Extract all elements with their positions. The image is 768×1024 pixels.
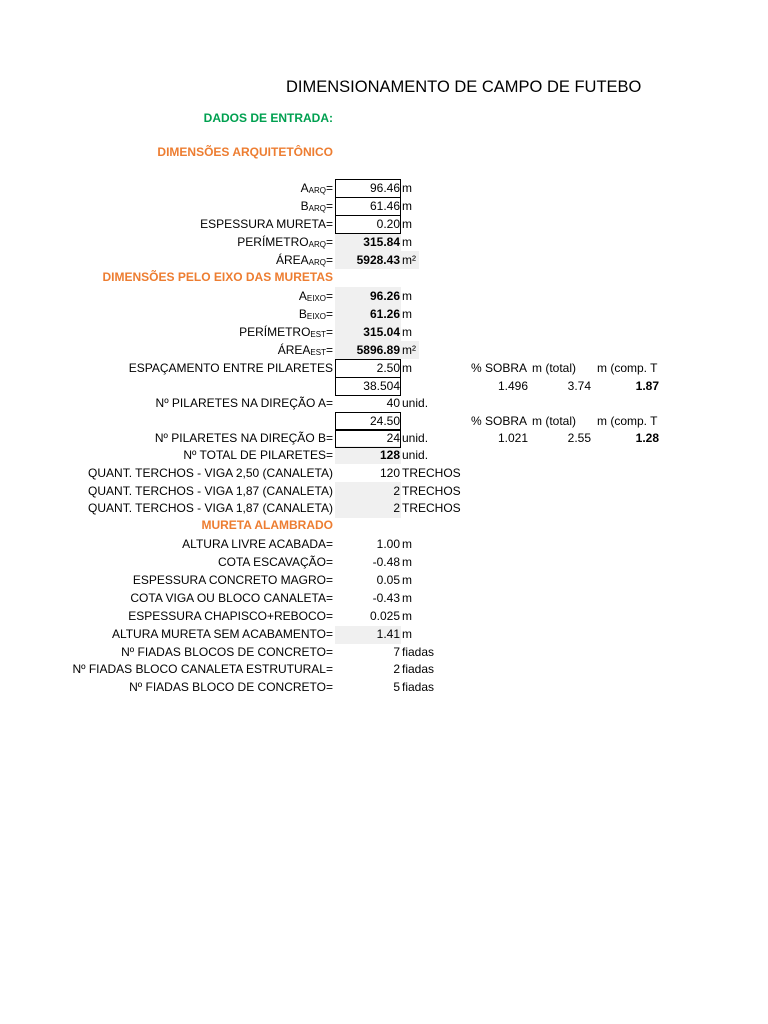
label-area-est: $ÁREA_{EST}=$ (277, 343, 333, 357)
value-fiadas-concreto: 5 (393, 680, 400, 694)
label-fiadas-blocos: Nº FIADAS BLOCOS DE CONCRETO= (121, 645, 333, 659)
label-concreto-magro: ESPESSURA CONCRETO MAGRO= (132, 573, 333, 587)
value-dir-b[interactable]: 24 (386, 431, 400, 445)
unit-dir-a: unid. (402, 396, 429, 410)
label-cota-viga: COTA VIGA OU BLOCO CANALETA= (130, 591, 333, 605)
unit-b-arq: m (402, 199, 412, 213)
label-perimetro-est: $PERÍMETRO_{EST}=$ (239, 325, 333, 339)
value-perimetro-arq: 315.84 (363, 235, 400, 249)
label-a-arq: $A_{ARQ}=$ (300, 181, 333, 195)
side-comp-a: 1.87 (635, 379, 659, 393)
label-fiadas-concreto: Nº FIADAS BLOCO DE CONCRETO= (129, 680, 333, 694)
unit-area-arq: m² (402, 253, 416, 267)
unit-quant-trechos-2: TRECHOS (402, 484, 461, 498)
side-sobra-b: 1.021 (497, 431, 528, 445)
value-altura-livre[interactable]: 1.00 (376, 537, 400, 551)
value-perimetro-est: 315.04 (363, 325, 400, 339)
label-b-arq: $B_{ARQ}=$ (300, 199, 333, 213)
value-area-arq: 5928.43 (356, 253, 400, 267)
unit-perimetro-arq: m (402, 235, 412, 249)
value-area-est: 5896.89 (356, 343, 400, 357)
label-dir-b: Nº PILARETES NA DIREÇÃO B= (154, 431, 333, 445)
value-a-arq[interactable]: 96.46 (369, 181, 400, 195)
value-quant-trechos-1: 120 (379, 466, 400, 480)
value-cota-viga: -0.43 (372, 591, 400, 605)
label-quant-trechos-3: QUANT. TERCHOS - VIGA 1,87 (CANALETA) (88, 501, 333, 515)
value-cota-escavacao[interactable]: -0.48 (372, 555, 400, 569)
unit-area-est: m² (402, 343, 416, 357)
unit-fiadas-blocos: fiadas (402, 645, 435, 659)
side-header-sobra-2: % SOBRA (471, 414, 528, 428)
unit-concreto-magro: m (402, 573, 412, 587)
side-total-a: 3.74 (567, 379, 591, 393)
value-calc-b: 24.50 (369, 414, 400, 428)
label-b-eixo: $B_{EIXO}=$ (298, 307, 333, 321)
unit-espessura-mureta: m (402, 217, 412, 231)
label-quant-trechos-1: QUANT. TERCHOS - VIGA 2,50 (CANALETA) (88, 466, 333, 480)
unit-total-pilaretes: unid. (402, 448, 429, 462)
label-a-eixo: $A_{EIXO}=$ (298, 289, 333, 303)
unit-altura-livre: m (402, 537, 412, 551)
label-perimetro-arq: $PERÍMETRO_{ARQ}=$ (237, 235, 333, 249)
value-b-arq[interactable]: 61.46 (369, 199, 400, 213)
unit-cota-escavacao: m (402, 555, 412, 569)
side-header-total-1: m (total) (532, 361, 577, 375)
section-dimensoes-arquitetonico: DIMENSÕES ARQUITETÔNICO (157, 145, 333, 159)
label-espacamento: ESPAÇAMENTO ENTRE PILARETES (128, 361, 333, 375)
label-cota-escavacao: COTA ESCAVAÇÃO= (217, 555, 333, 569)
value-espessura-mureta[interactable]: 0.20 (376, 217, 400, 231)
unit-cota-viga: m (402, 591, 412, 605)
label-chapisco-reboco: ESPESSURA CHAPISCO+REBOCO= (128, 609, 333, 623)
page-title: DIMENSIONAMENTO DE CAMPO DE FUTEBO (286, 78, 642, 96)
side-comp-b: 1.28 (635, 431, 659, 445)
value-concreto-magro[interactable]: 0.05 (376, 573, 400, 587)
value-a-eixo: 96.26 (369, 289, 400, 303)
value-calc-a: 38.504 (363, 379, 400, 393)
label-espessura-mureta: ESPESSURA MURETA= (200, 217, 333, 231)
label-quant-trechos-2: QUANT. TERCHOS - VIGA 1,87 (CANALETA) (88, 484, 333, 498)
value-espacamento[interactable]: 2.50 (376, 361, 400, 375)
side-header-total-2: m (total) (532, 414, 577, 428)
value-quant-trechos-3: 2 (393, 501, 400, 515)
side-header-comp-2: m (comp. T (597, 414, 658, 428)
value-quant-trechos-2: 2 (393, 484, 400, 498)
value-chapisco-reboco[interactable]: 0.025 (369, 609, 400, 623)
label-fiadas-canaleta: Nº FIADAS BLOCO CANALETA ESTRUTURAL= (72, 662, 333, 676)
value-fiadas-canaleta: 2 (393, 662, 400, 676)
unit-a-eixo: m (402, 289, 412, 303)
value-b-eixo: 61.26 (369, 307, 400, 321)
unit-chapisco-reboco: m (402, 609, 412, 623)
unit-altura-mureta: m (402, 627, 412, 641)
unit-perimetro-est: m (402, 325, 412, 339)
side-total-b: 2.55 (567, 431, 591, 445)
section-mureta-alambrado: MURETA ALAMBRADO (201, 518, 333, 532)
unit-dir-b: unid. (402, 431, 429, 445)
unit-quant-trechos-1: TRECHOS (402, 466, 461, 480)
label-altura-mureta: ALTURA MURETA SEM ACABAMENTO= (111, 627, 333, 641)
unit-espacamento: m (402, 361, 412, 375)
side-sobra-a: 1.496 (497, 379, 528, 393)
value-fiadas-blocos: 7 (393, 645, 400, 659)
section-dados-entrada: DADOS DE ENTRADA: (203, 111, 333, 125)
unit-b-eixo: m (402, 307, 412, 321)
label-area-arq: $ÁREA_{ARQ}=$ (275, 253, 333, 267)
label-dir-a: Nº PILARETES NA DIREÇÃO A= (155, 396, 333, 410)
value-dir-a: 40 (386, 396, 400, 410)
label-altura-livre: ALTURA LIVRE ACABADA= (182, 537, 333, 551)
section-dimensoes-eixo: DIMENSÕES PELO EIXO DAS MURETAS (102, 270, 333, 284)
value-altura-mureta: 1.41 (376, 627, 400, 641)
unit-quant-trechos-3: TRECHOS (402, 501, 461, 515)
value-total-pilaretes: 128 (379, 448, 400, 462)
unit-fiadas-concreto: fiadas (402, 680, 435, 694)
unit-a-arq: m (402, 181, 412, 195)
side-header-comp-1: m (comp. T (597, 361, 658, 375)
side-header-sobra-1: % SOBRA (471, 361, 528, 375)
unit-fiadas-canaleta: fiadas (402, 662, 435, 676)
label-total-pilaretes: Nº TOTAL DE PILARETES= (183, 448, 333, 462)
